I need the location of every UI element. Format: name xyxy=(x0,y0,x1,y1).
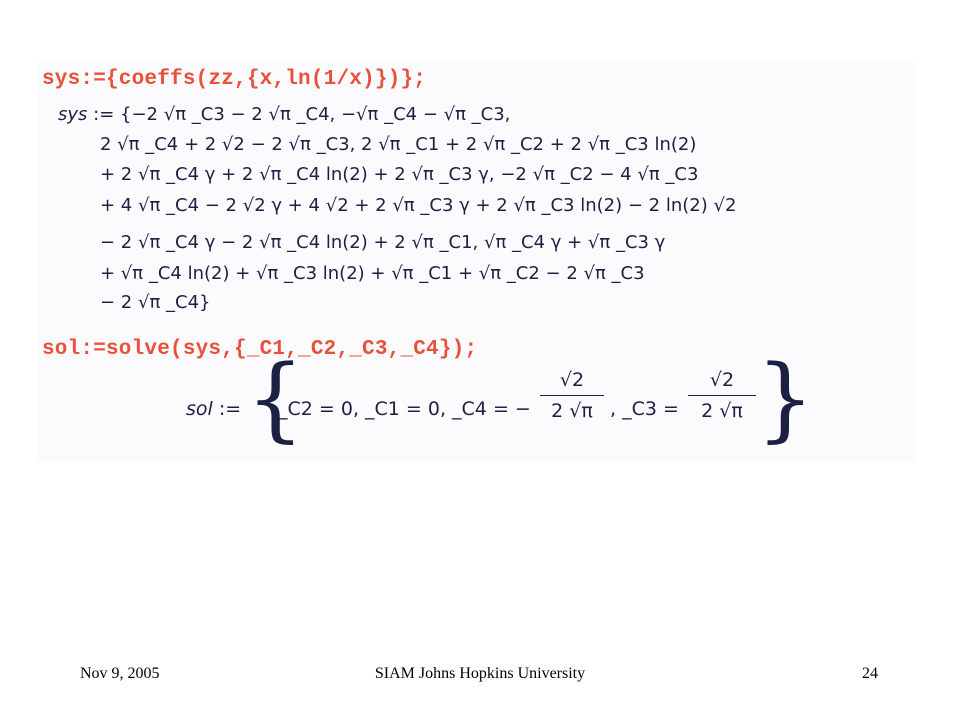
sol-fraction-c3 xyxy=(688,369,756,422)
footer-center: SIAM Johns Hopkins University xyxy=(374,665,586,682)
sys-output-line-3: + 2 √π _C4 γ + 2 √π _C4 ln(2) + 2 √π _C3 γ, −2 √π _C2 − 4 √π _C3 xyxy=(100,164,699,185)
frac-c4-numerator: √2 xyxy=(559,369,585,391)
frac-c3-denominator: 2 √π xyxy=(701,400,743,422)
sys-label: sys xyxy=(58,104,88,125)
sys-output-line-6: + √π _C4 ln(2) + √π _C3 ln(2) + √π _C1 + √π _C2 − 2 √π _C3 xyxy=(100,263,645,284)
sys-line-1-text: {−2 √π _C3 − 2 √π _C4, −√π _C4 − √π _C3, xyxy=(120,104,511,125)
sys-output-line-2: 2 √π _C4 + 2 √2 − 2 √π _C3, 2 √π _C1 + 2 √π _C2 + 2 √π _C3 ln(2) xyxy=(100,134,697,155)
footer-date: Nov 9, 2005 xyxy=(80,665,160,682)
footer-page-number: 24 xyxy=(862,665,878,682)
frac-c4-denominator: 2 √π xyxy=(551,400,593,422)
sys-output-line-5: − 2 √π _C4 γ − 2 √π _C4 ln(2) + 2 √π _C1, √π _C4 γ + √π _C3 γ xyxy=(100,232,666,253)
sys-output-line-7: − 2 √π _C4} xyxy=(100,292,211,313)
sol-open-brace: { xyxy=(246,345,305,452)
sys-output-line-4: + 4 √π _C4 − 2 √2 γ + 4 √2 + 2 √π _C3 γ + 2 √π _C3 ln(2) − 2 ln(2) √2 xyxy=(100,195,737,216)
sys-assign: := xyxy=(87,104,121,125)
sol-fraction-c4 xyxy=(540,369,604,422)
sol-text-before: _C2 = 0, _C1 = 0, _C4 = − xyxy=(278,398,531,420)
sys-command: sys:={coeffs(zz,{x,ln(1/x)})}; xyxy=(42,68,427,91)
sol-label: sol := xyxy=(186,398,242,420)
sol-output xyxy=(186,345,815,457)
frac-c3-numerator: √2 xyxy=(709,369,735,391)
sol-command: sol:=solve(sys,{_C1,_C2,_C3,_C4}); xyxy=(42,338,478,361)
sol-text-middle: , _C3 = xyxy=(610,398,679,420)
sol-close-brace: } xyxy=(756,345,815,452)
sys-output-line-1 xyxy=(58,104,510,125)
